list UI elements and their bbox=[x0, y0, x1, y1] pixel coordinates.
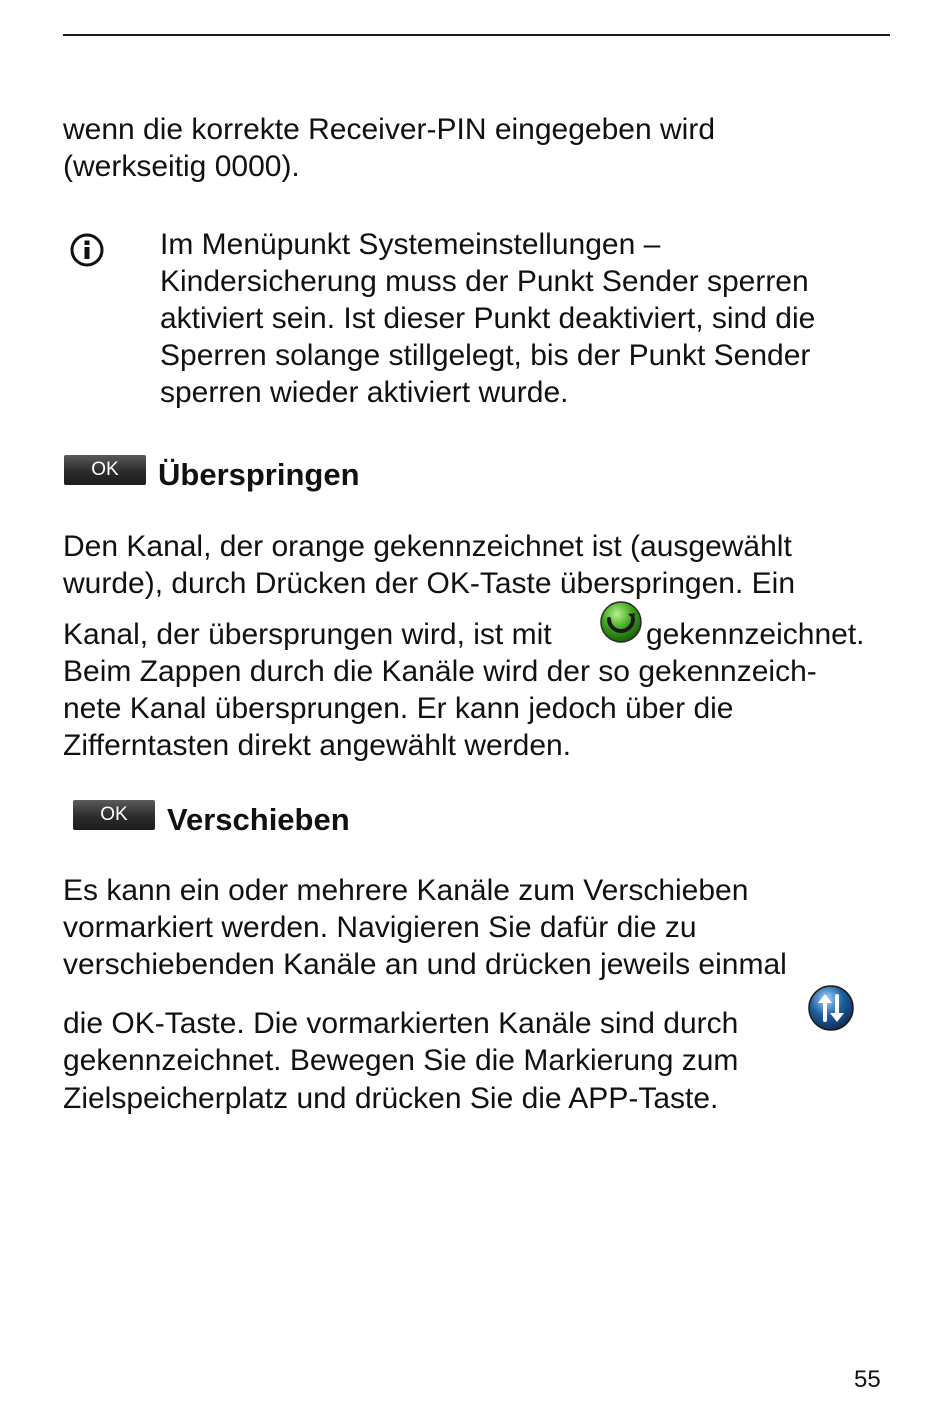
section-line: wurde), durch Drücken der OK-Taste überspringen. Ein bbox=[63, 567, 796, 600]
section-line: Beim Zappen durch die Kanäle wird der so gekennzeich- bbox=[63, 655, 817, 688]
section-line: verschiebenden Kanäle an und drücken jeweils einmal bbox=[63, 948, 787, 981]
section-line: gekennzeichnet. Bewegen Sie die Markierung zum bbox=[63, 1044, 739, 1077]
section-line: Zifferntasten direkt angewählt werden. bbox=[63, 729, 572, 762]
intro-line: wenn die korrekte Receiver-PIN eingegeben wird bbox=[63, 113, 716, 146]
intro-line: (werkseitig 0000). bbox=[63, 150, 300, 183]
info-icon bbox=[70, 233, 104, 267]
info-note-line: Im Menüpunkt Systemeinstellungen – bbox=[160, 228, 661, 261]
info-note-line: Kindersicherung muss der Punkt Sender sperren bbox=[160, 265, 809, 298]
skip-icon bbox=[598, 600, 644, 644]
section-heading: Überspringen bbox=[158, 457, 360, 492]
move-icon bbox=[806, 983, 856, 1033]
section-heading: Verschieben bbox=[167, 802, 350, 837]
info-note-line: aktiviert sein. Ist dieser Punkt deaktiviert, sind die bbox=[160, 302, 816, 335]
section-line: gekennzeichnet. bbox=[646, 618, 865, 651]
section-line: die OK-Taste. Die vormarkierten Kanäle sind durch bbox=[63, 1007, 739, 1040]
page-number: 55 bbox=[854, 1366, 881, 1393]
header-rule bbox=[63, 34, 890, 36]
section-line: Den Kanal, der orange gekennzeichnet ist (ausgewählt bbox=[63, 530, 792, 563]
section-line: Kanal, der übersprungen wird, ist mit bbox=[63, 618, 552, 651]
info-note bbox=[160, 226, 815, 411]
ok-key-icon: OK bbox=[73, 800, 155, 830]
info-note-line: sperren wieder aktiviert wurde. bbox=[160, 376, 569, 409]
section-line: Zielspeicherplatz und drücken Sie die APP-Taste. bbox=[63, 1082, 719, 1115]
ok-key-icon: OK bbox=[64, 455, 146, 485]
section-line: Es kann ein oder mehrere Kanäle zum Verschieben bbox=[63, 874, 749, 907]
section-line: nete Kanal übersprungen. Er kann jedoch über die bbox=[63, 692, 734, 725]
info-note-line: Sperren solange stillgelegt, bis der Punkt Sender bbox=[160, 339, 811, 372]
section-line: vormarkiert werden. Navigieren Sie dafür die zu bbox=[63, 911, 697, 944]
